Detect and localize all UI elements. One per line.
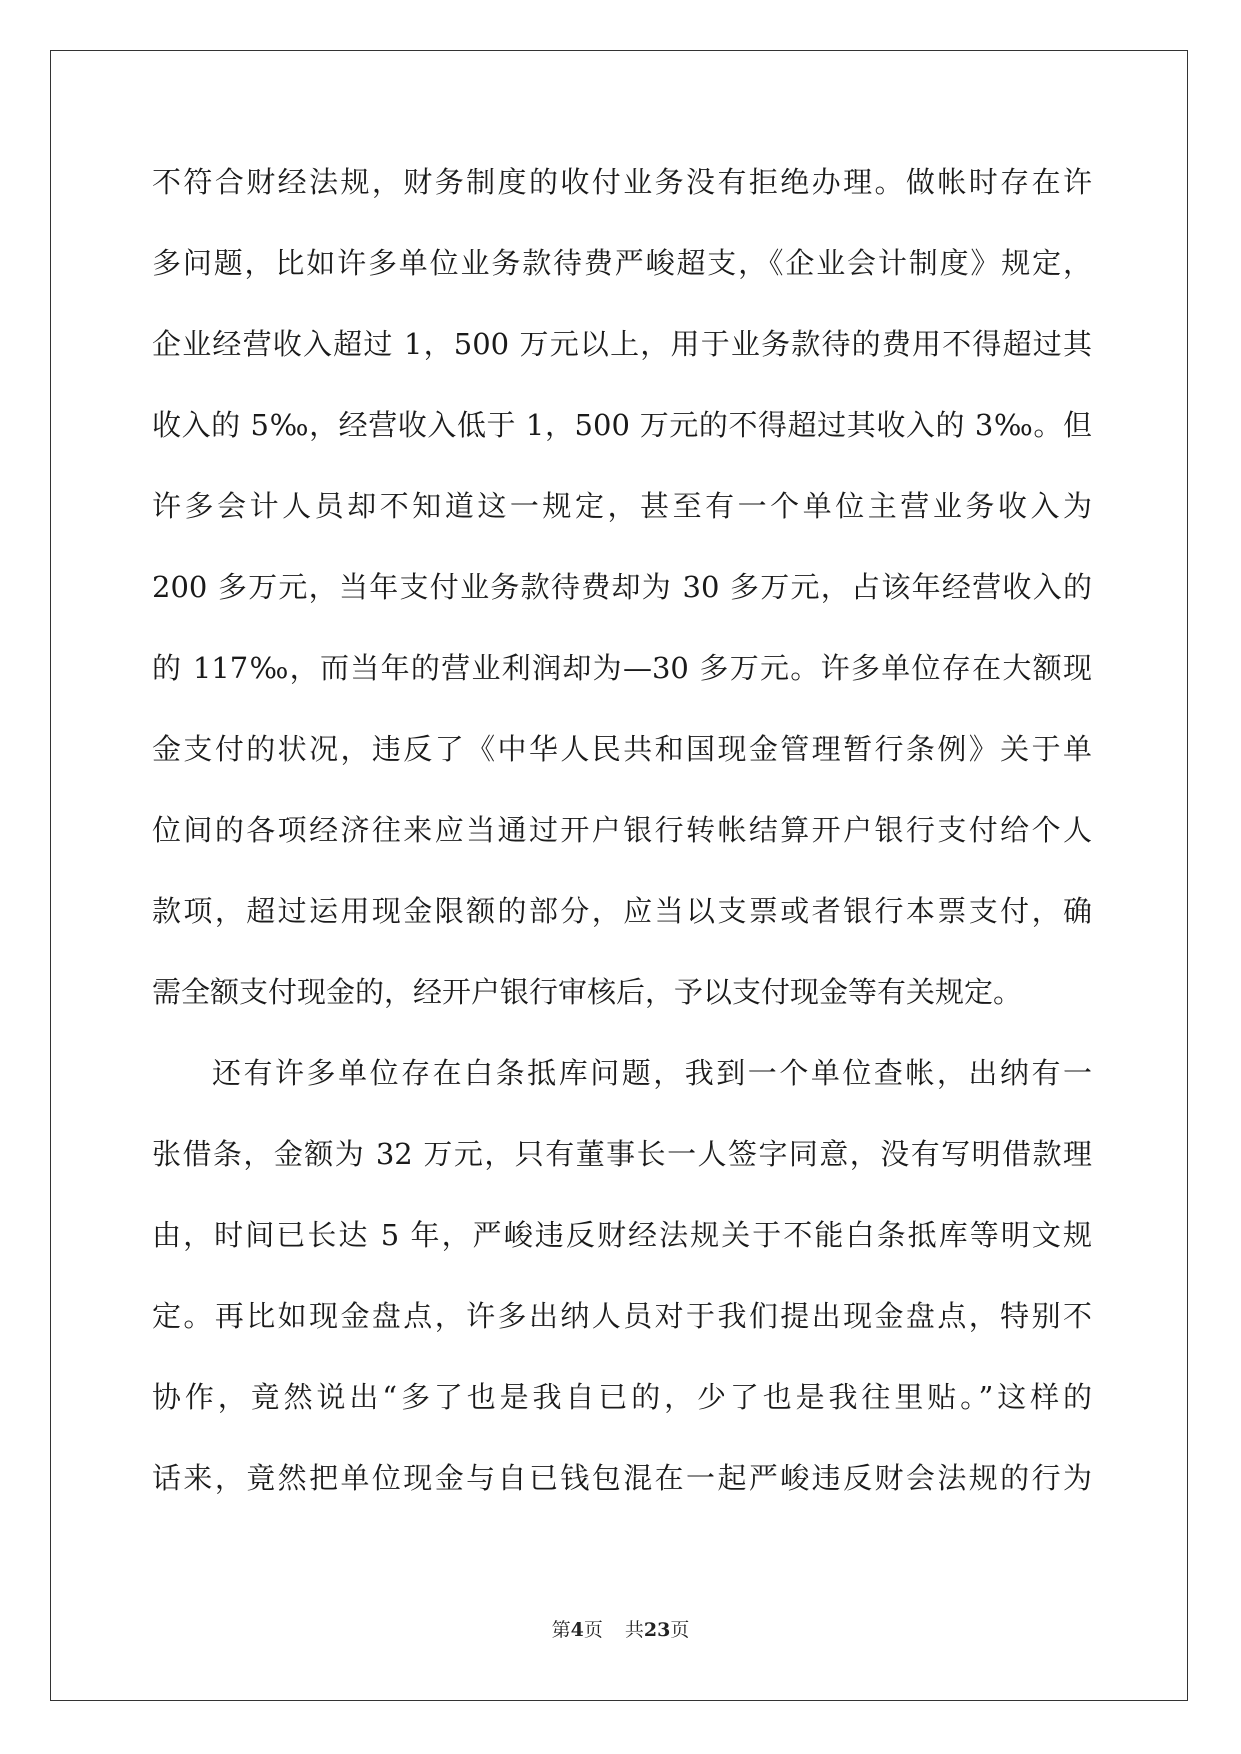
text-line: 金支付的状况，违反了《中华人民共和国现金管理暂行条例》关于单 xyxy=(152,732,1092,766)
text-line: 多问题，比如许多单位业务款待费严峻超支，《企业会计制度》规定， xyxy=(152,246,1092,280)
text-line: 需全额支付现金的，经开户银行审核后，予以支付现金等有关规定。 xyxy=(152,975,1023,1009)
text-line: 的 117‰，而当年的营业利润却为—30 多万元。许多单位存在大额现 xyxy=(152,651,1092,685)
current-page-number: 4 xyxy=(570,1619,584,1641)
text-line: 定。再比如现金盘点，许多出纳人员对于我们提出现金盘点，特别不 xyxy=(152,1299,1092,1333)
page-footer xyxy=(0,1615,1241,1642)
text-line: 张借条，金额为 32 万元，只有董事长一人签字同意，没有写明借款理 xyxy=(152,1137,1092,1171)
footer-page-suffix: 页 xyxy=(583,1619,603,1641)
text-line: 还有许多单位存在白条抵库问题，我到一个单位查帐，出纳有一 xyxy=(212,1056,1092,1090)
footer-prefix: 第 xyxy=(551,1619,571,1641)
footer-total-prefix: 共 xyxy=(624,1619,644,1641)
text-line: 企业经营收入超过 1，500 万元以上，用于业务款待的费用不得超过其 xyxy=(152,327,1092,361)
document-body xyxy=(152,160,1092,1537)
text-line: 协作，竟然说出“多了也是我自已的，少了也是我往里贴。”这样的 xyxy=(152,1380,1092,1414)
text-line: 不符合财经法规，财务制度的收付业务没有拒绝办理。做帐时存在许 xyxy=(152,165,1092,199)
text-line: 位间的各项经济往来应当通过开户银行转帐结算开户银行支付给个人 xyxy=(152,813,1092,847)
text-line: 收入的 5‰，经营收入低于 1，500 万元的不得超过其收入的 3‰。但 xyxy=(152,408,1092,442)
text-line: 由，时间已长达 5 年，严峻违反财经法规关于不能白条抵库等明文规 xyxy=(152,1218,1092,1252)
paragraph-2 xyxy=(152,1051,1092,1537)
footer-total-suffix: 页 xyxy=(670,1619,690,1641)
text-line: 许多会计人员却不知道这一规定，甚至有一个单位主营业务收入为 xyxy=(152,489,1092,523)
text-line: 款项，超过运用现金限额的部分，应当以支票或者银行本票支付，确 xyxy=(152,894,1092,928)
text-line: 200 多万元，当年支付业务款待费却为 30 多万元，占该年经营收入的 xyxy=(152,570,1092,604)
text-line: 话来，竟然把单位现金与自已钱包混在一起严峻违反财会法规的行为 xyxy=(152,1461,1092,1495)
paragraph-1 xyxy=(152,160,1092,1051)
total-page-count: 23 xyxy=(643,1619,671,1641)
